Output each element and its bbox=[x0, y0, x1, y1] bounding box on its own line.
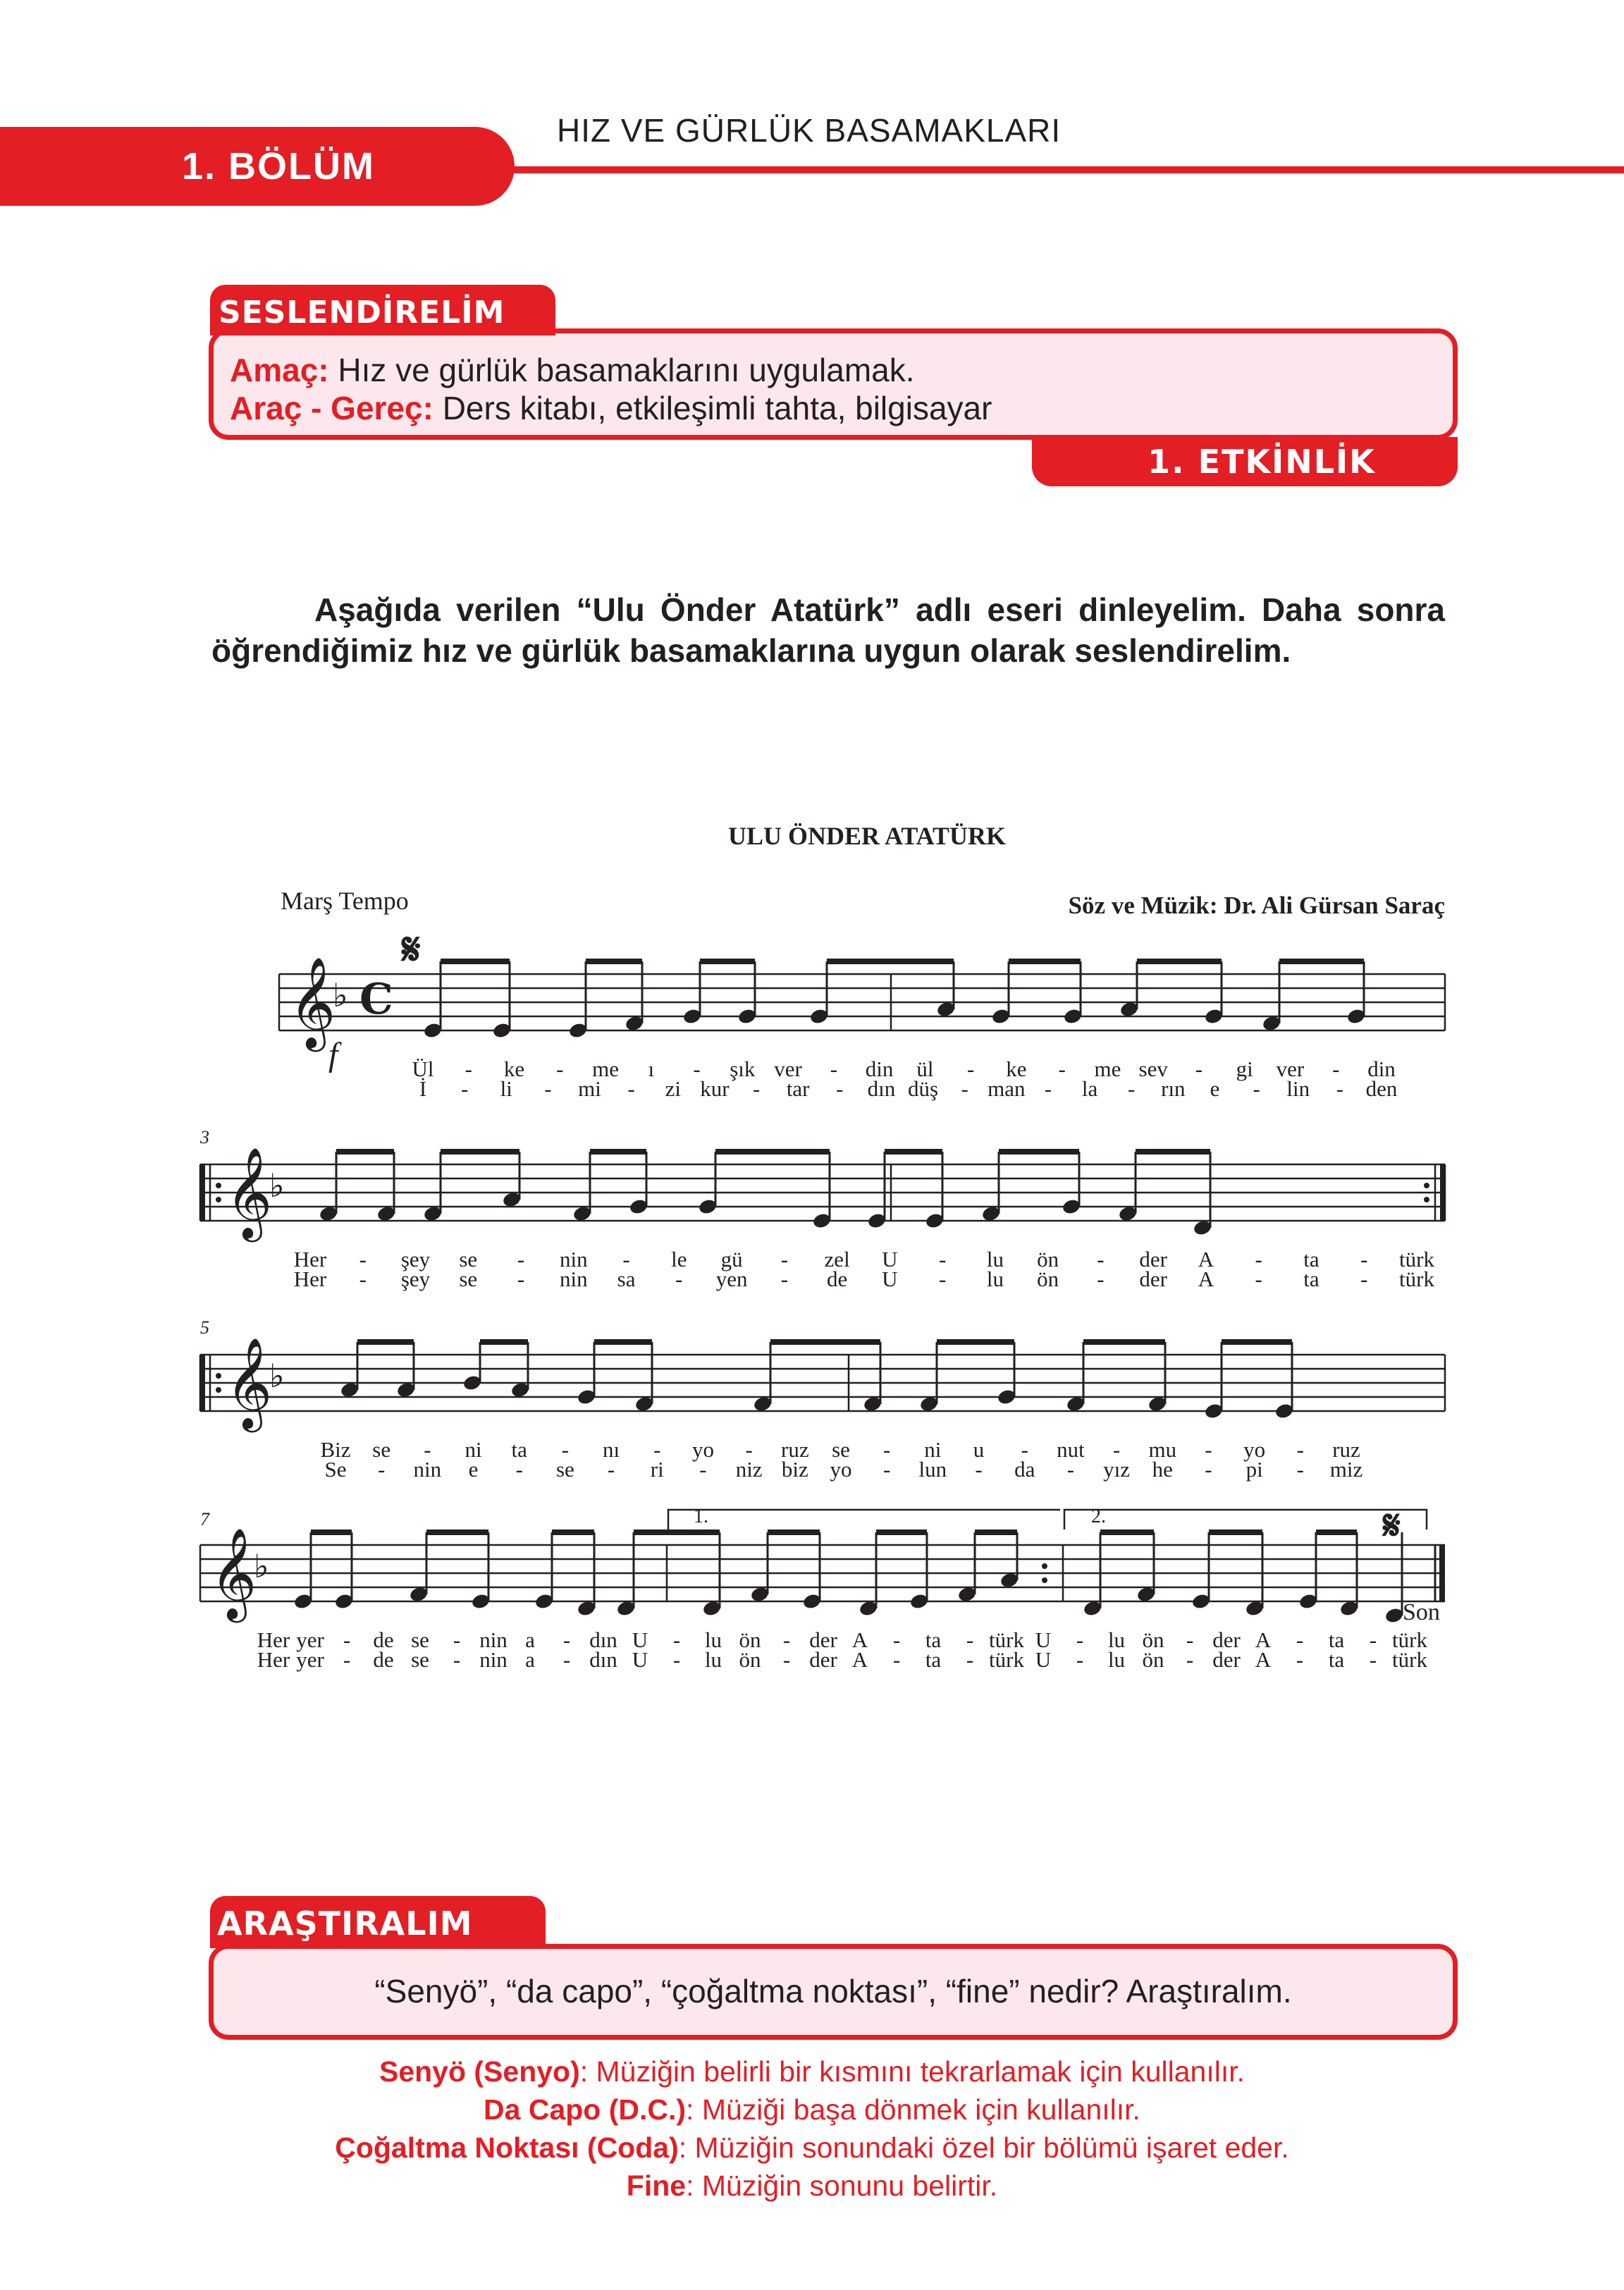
lyric-syllable: - bbox=[745, 1437, 753, 1462]
lyric-syllable: dın bbox=[867, 1076, 896, 1101]
lyric-syllable: ver bbox=[1276, 1057, 1305, 1081]
score-title: ULU ÖNDER ATATÜRK bbox=[727, 822, 1007, 850]
lyric-syllable: U bbox=[1035, 1647, 1052, 1672]
repeat-dot bbox=[216, 1373, 221, 1379]
lyric-syllable: - bbox=[561, 1437, 570, 1462]
lyric-syllable: - bbox=[424, 1437, 431, 1462]
lyric-syllable: - bbox=[830, 1057, 838, 1081]
lyric-syllable: ke bbox=[503, 1057, 525, 1081]
barline-thick bbox=[1439, 1545, 1445, 1601]
lyric-syllable: - bbox=[780, 1247, 789, 1272]
lyric-syllable: - bbox=[1360, 1247, 1368, 1272]
lyric-syllable: pi bbox=[1245, 1457, 1263, 1482]
measure-number-3: 3 bbox=[200, 1127, 209, 1147]
lyric-syllable: Se bbox=[324, 1457, 347, 1482]
lyric-syllable: - bbox=[975, 1457, 983, 1482]
lyric-syllable: - bbox=[453, 1647, 461, 1672]
intro-paragraph: Aşağıda verilen “Ulu Önder Atatürk” adlı eseri dinleyelim. Daha sonra öğrendiğimiz hız ve gürlük basamaklarına uygun olarak seslendirelim. bbox=[211, 591, 1445, 669]
lyric-syllable: - bbox=[465, 1057, 472, 1081]
lyric-syllable: biz bbox=[781, 1457, 808, 1482]
lyric-syllable: - bbox=[1186, 1627, 1194, 1652]
flat-key-signature-icon: ♭ bbox=[254, 1547, 269, 1585]
lyric-syllable: - bbox=[359, 1267, 367, 1291]
lyric-syllable: ön bbox=[1142, 1627, 1164, 1652]
lyric-syllable: - bbox=[883, 1437, 891, 1462]
lyric-syllable: dın bbox=[589, 1647, 617, 1672]
lyric-syllable: mu bbox=[1148, 1437, 1177, 1462]
lyric-syllable: - bbox=[1296, 1647, 1304, 1672]
lyric-syllable: U bbox=[1035, 1627, 1052, 1652]
lyric-syllable: - bbox=[836, 1076, 844, 1101]
lyric-syllable: ta bbox=[925, 1627, 942, 1652]
lyric-syllable: gü bbox=[720, 1247, 743, 1272]
lyric-syllable: türk bbox=[1399, 1267, 1434, 1291]
repeat-dot bbox=[1042, 1577, 1047, 1583]
lyric-syllable: A bbox=[851, 1647, 868, 1672]
lyric-syllable: yer bbox=[296, 1647, 324, 1672]
lyric-syllable: Her bbox=[257, 1627, 290, 1652]
lyric-syllable: - bbox=[622, 1247, 630, 1272]
answer-text: : Müziğin belirli bir kısmını tekrarlamak için kullanılır. bbox=[579, 2055, 1245, 2088]
arastiralim-tab: ARAŞTIRALIM bbox=[210, 1896, 546, 1948]
answer-da-capo bbox=[0, 2093, 1624, 2126]
lyric-syllable: e bbox=[1210, 1076, 1220, 1101]
arac-line bbox=[230, 389, 992, 427]
lyric-syllable: me bbox=[1094, 1057, 1121, 1081]
lyric-syllable: türk bbox=[1399, 1247, 1434, 1272]
segno-start: 𝄋 bbox=[402, 925, 421, 974]
lyric-syllable: se bbox=[411, 1627, 429, 1652]
lyric-syllable: Her bbox=[293, 1247, 327, 1272]
lyric-syllable: - bbox=[1255, 1267, 1262, 1291]
lyric-syllable: la bbox=[1081, 1076, 1098, 1101]
lyric-syllable: dın bbox=[589, 1627, 617, 1652]
lyric-syllable: şey bbox=[400, 1267, 431, 1291]
page-title: HIZ VE GÜRLÜK BASAMAKLARI bbox=[557, 112, 1062, 149]
lyric-syllable: - bbox=[1336, 1076, 1344, 1101]
arac-label: Araç - Gereç: bbox=[230, 390, 433, 426]
lyric-syllable: niz bbox=[735, 1457, 763, 1482]
lyric-syllable: yen bbox=[715, 1267, 748, 1291]
lyric-syllable: - bbox=[544, 1076, 552, 1101]
lyric-syllable: se bbox=[832, 1437, 850, 1462]
lyric-syllable: şık bbox=[730, 1057, 756, 1081]
lyric-syllable: der bbox=[1139, 1267, 1167, 1291]
lyric-syllable: - bbox=[517, 1247, 525, 1272]
answer-term: Senyö (Senyo) bbox=[379, 2055, 580, 2088]
lyric-syllable: zi bbox=[665, 1076, 681, 1101]
volta-2-label: 2. bbox=[1091, 1506, 1106, 1527]
lyric-syllable: - bbox=[517, 1267, 525, 1291]
sheet-music bbox=[0, 775, 1624, 1692]
lyric-syllable: - bbox=[1058, 1057, 1066, 1081]
lyric-syllable: der bbox=[1212, 1627, 1241, 1652]
lyric-syllable: da bbox=[1014, 1457, 1035, 1482]
lyric-syllable: - bbox=[1205, 1457, 1212, 1482]
lyric-syllable: - bbox=[1186, 1647, 1194, 1672]
lyric-syllable: he bbox=[1152, 1457, 1173, 1482]
lyric-syllable: lun bbox=[918, 1457, 947, 1482]
lyric-syllable: - bbox=[1076, 1647, 1084, 1672]
flat-key-signature-icon: ♭ bbox=[269, 1166, 285, 1205]
lyric-syllable: din bbox=[865, 1057, 894, 1081]
lyric-syllable: U bbox=[632, 1627, 648, 1652]
repeat-dot bbox=[1424, 1183, 1429, 1188]
common-time-icon: C bbox=[359, 975, 393, 1024]
lyric-syllable: U bbox=[882, 1247, 898, 1272]
lyric-syllable: - bbox=[1369, 1647, 1377, 1672]
treble-clef-icon: 𝄞 bbox=[289, 956, 336, 1048]
treble-clef-icon: 𝄞 bbox=[210, 1527, 257, 1619]
repeat-start-thick bbox=[200, 1355, 205, 1411]
segno-end: 𝄋 bbox=[1383, 1503, 1401, 1549]
lyric-syllable: nin bbox=[559, 1267, 588, 1291]
lyric-syllable: ni bbox=[924, 1437, 942, 1462]
lyric-syllable: ta bbox=[1328, 1647, 1345, 1672]
lyric-syllable: man bbox=[988, 1076, 1026, 1101]
lyric-syllable: nin bbox=[413, 1457, 442, 1482]
lyric-syllable: Ül bbox=[412, 1057, 434, 1081]
lyric-syllable: - bbox=[672, 1627, 681, 1652]
lyric-syllable: Her bbox=[257, 1647, 290, 1672]
lyric-syllable: tar bbox=[786, 1076, 810, 1101]
lyric-syllable: şey bbox=[400, 1247, 431, 1272]
lyric-syllable: se bbox=[459, 1267, 478, 1291]
answer-term: Da Capo (D.C.) bbox=[484, 2093, 687, 2126]
lyric-syllable: se bbox=[411, 1647, 429, 1672]
lyric-syllable: der bbox=[1139, 1247, 1167, 1272]
arac-text: Ders kitabı, etkileşimli tahta, bilgisayar bbox=[433, 390, 992, 426]
answer-text: : Müziğin sonunu belirtir. bbox=[686, 2169, 998, 2202]
repeat-dot bbox=[1424, 1197, 1429, 1202]
lyric-syllable: türk bbox=[989, 1627, 1024, 1652]
lyric-syllable: den bbox=[1365, 1076, 1398, 1101]
lyric-syllable: - bbox=[752, 1076, 761, 1101]
lyric-syllable: ön bbox=[739, 1627, 761, 1652]
section-label: 1. BÖLÜM bbox=[182, 145, 376, 187]
lyric-syllable: rın bbox=[1161, 1076, 1186, 1101]
lyric-syllable: e bbox=[468, 1457, 479, 1482]
lyric-syllable: - bbox=[675, 1267, 683, 1291]
lyric-syllable: nı bbox=[603, 1437, 620, 1462]
lyric-syllable: der bbox=[1212, 1647, 1241, 1672]
answer-term: Fine bbox=[626, 2169, 687, 2202]
repeat-dot bbox=[216, 1197, 221, 1202]
volta-2-bracket bbox=[1064, 1510, 1427, 1529]
lyric-syllable: zel bbox=[824, 1247, 850, 1272]
lyric-syllable: - bbox=[883, 1457, 891, 1482]
lyric-syllable: de bbox=[373, 1647, 394, 1672]
lyric-syllable: a bbox=[525, 1647, 535, 1672]
lyric-syllable: ül bbox=[916, 1057, 934, 1081]
lyric-syllable: lu bbox=[986, 1247, 1004, 1272]
lyric-syllable: - bbox=[515, 1457, 523, 1482]
lyric-syllable: - bbox=[1066, 1457, 1075, 1482]
lyric-syllable: ni bbox=[465, 1437, 482, 1462]
lyric-syllable: ruz bbox=[1332, 1437, 1360, 1462]
lyric-syllable: miz bbox=[1329, 1457, 1363, 1482]
lyric-syllable: - bbox=[1044, 1076, 1052, 1101]
lyric-syllable: - bbox=[1253, 1076, 1260, 1101]
repeat-start-thick bbox=[200, 1164, 205, 1221]
measure-number-5: 5 bbox=[200, 1317, 209, 1338]
lyric-syllable: - bbox=[780, 1267, 789, 1291]
lyric-syllable: - bbox=[627, 1076, 635, 1101]
lyric-syllable: - bbox=[1296, 1437, 1304, 1462]
dynamic-forte: f bbox=[328, 1036, 338, 1073]
lyric-syllable: - bbox=[966, 1057, 975, 1081]
seslendirelim-tab: SESLENDİRELİM bbox=[210, 285, 555, 336]
lyric-syllable: lu bbox=[1107, 1627, 1126, 1652]
lyric-syllable: U bbox=[882, 1267, 898, 1291]
lyric-syllable: ruz bbox=[781, 1437, 809, 1462]
answer-term: Çoğaltma Noktası (Coda) bbox=[335, 2131, 679, 2164]
lyric-syllable: - bbox=[782, 1627, 791, 1652]
tempo-marking: Marş Tempo bbox=[281, 887, 409, 915]
repeat-dot bbox=[1042, 1563, 1047, 1569]
lyric-syllable: - bbox=[1128, 1076, 1136, 1101]
lyric-syllable: yo bbox=[830, 1457, 852, 1482]
repeat-dot bbox=[216, 1183, 221, 1188]
lyric-syllable: ke bbox=[1006, 1057, 1027, 1081]
repeat-dot bbox=[216, 1387, 221, 1393]
lyric-syllable: li bbox=[500, 1076, 512, 1101]
lyric-syllable: se bbox=[459, 1247, 478, 1272]
lyric-syllable: A bbox=[851, 1627, 868, 1652]
lyric-syllable: mi bbox=[578, 1076, 601, 1101]
lyric-syllable: Her bbox=[293, 1267, 327, 1291]
lyric-syllable: - bbox=[562, 1647, 571, 1672]
lyric-syllable: lu bbox=[704, 1627, 722, 1652]
lyric-syllable: le bbox=[671, 1247, 687, 1272]
lyric-syllable: türk bbox=[989, 1647, 1024, 1672]
lyric-syllable: ön bbox=[1142, 1647, 1164, 1672]
lyric-syllable: - bbox=[938, 1267, 947, 1291]
lyric-syllable: - bbox=[453, 1627, 461, 1652]
answer-text: : Müziğin sonundaki özel bir bölümü işaret eder. bbox=[678, 2131, 1289, 2164]
amac-label: Amaç: bbox=[230, 352, 329, 388]
lyric-syllable: - bbox=[1296, 1627, 1304, 1652]
answer-fine bbox=[0, 2169, 1624, 2203]
lyric-syllable: - bbox=[1369, 1627, 1377, 1652]
amac-line bbox=[230, 351, 915, 389]
lyric-syllable: - bbox=[699, 1457, 707, 1482]
lyric-syllable: - bbox=[1076, 1627, 1084, 1652]
lyric-syllable: U bbox=[632, 1647, 648, 1672]
lyric-syllable: ta bbox=[925, 1647, 942, 1672]
lyric-syllable: der bbox=[809, 1647, 837, 1672]
lyric-syllable: - bbox=[961, 1076, 968, 1101]
son-label: Son bbox=[1403, 1599, 1440, 1625]
lyric-syllable: A bbox=[1255, 1647, 1272, 1672]
lyric-syllable: - bbox=[892, 1627, 901, 1652]
answer-senyo bbox=[0, 2055, 1624, 2088]
arastiralim-question: “Senyö”, “da capo”, “çoğaltma noktası”, “fine” nedir? Araştıralım. bbox=[374, 1973, 1292, 2009]
lyric-syllable: nin bbox=[479, 1647, 508, 1672]
lyric-syllable: - bbox=[966, 1647, 974, 1672]
lyric-syllable: sev bbox=[1138, 1057, 1168, 1081]
lyric-syllable: - bbox=[1195, 1057, 1203, 1081]
lyric-syllable: - bbox=[693, 1057, 701, 1081]
lyric-syllable: türk bbox=[1392, 1647, 1427, 1672]
lyric-syllable: düş bbox=[908, 1076, 939, 1101]
lyric-syllable: - bbox=[1205, 1437, 1212, 1462]
lyric-syllable: me bbox=[592, 1057, 619, 1081]
lyric-syllable: der bbox=[809, 1627, 837, 1652]
lyric-syllable: nin bbox=[479, 1627, 508, 1652]
volta-1-label: 1. bbox=[694, 1506, 708, 1527]
composer-credit: Söz ve Müzik: Dr. Ali Gürsan Saraç bbox=[1068, 892, 1445, 919]
lyric-syllable: - bbox=[1296, 1457, 1304, 1482]
lyric-syllable: - bbox=[607, 1457, 615, 1482]
lyric-syllable: - bbox=[1255, 1247, 1262, 1272]
measure-number-7: 7 bbox=[200, 1509, 209, 1529]
lyric-syllable: - bbox=[378, 1457, 386, 1482]
etkinlik-tab: 1. ETKİNLİK bbox=[1032, 437, 1458, 486]
lyric-syllable: yo bbox=[1243, 1437, 1266, 1462]
lyric-syllable: yız bbox=[1103, 1457, 1131, 1482]
lyric-syllable: gi bbox=[1236, 1057, 1253, 1081]
lyric-syllable: lu bbox=[704, 1647, 722, 1672]
header-rule bbox=[508, 166, 1624, 173]
lyric-syllable: nut bbox=[1057, 1437, 1085, 1462]
lyric-syllable: - bbox=[1097, 1247, 1105, 1272]
lyric-syllable: se bbox=[555, 1457, 574, 1482]
lyric-syllable: ön bbox=[739, 1647, 761, 1672]
lyrics-group bbox=[257, 1057, 1435, 1672]
lyric-syllable: - bbox=[653, 1437, 661, 1462]
repeat-end-thick bbox=[1440, 1164, 1445, 1221]
lyric-syllable: ön bbox=[1037, 1267, 1059, 1291]
treble-clef-icon: 𝄞 bbox=[226, 1337, 273, 1429]
lyric-syllable: - bbox=[938, 1247, 947, 1272]
lyric-syllable: ri bbox=[650, 1457, 664, 1482]
lyric-syllable: - bbox=[1112, 1437, 1121, 1462]
lyric-syllable: - bbox=[1360, 1267, 1368, 1291]
lyric-syllable: din bbox=[1367, 1057, 1396, 1081]
lyric-syllable: A bbox=[1198, 1267, 1214, 1291]
lyric-syllable: - bbox=[966, 1627, 974, 1652]
lyric-syllable: u bbox=[973, 1437, 985, 1462]
volta-1-bracket bbox=[668, 1510, 1060, 1529]
lyric-syllable: - bbox=[460, 1076, 469, 1101]
lyric-syllable: yo bbox=[691, 1437, 714, 1462]
lyric-syllable: lu bbox=[1107, 1647, 1126, 1672]
lyric-syllable: lu bbox=[986, 1267, 1004, 1291]
lyric-syllable: İ bbox=[419, 1076, 427, 1101]
lyric-syllable: de bbox=[826, 1267, 848, 1291]
lyric-syllable: ver bbox=[774, 1057, 802, 1081]
lyric-syllable: a bbox=[525, 1627, 535, 1652]
lyric-syllable: se bbox=[372, 1437, 391, 1462]
lyric-syllable: ön bbox=[1037, 1247, 1059, 1272]
lyric-syllable: - bbox=[672, 1647, 681, 1672]
lyric-syllable: ta bbox=[1303, 1267, 1320, 1291]
answer-coda bbox=[0, 2131, 1624, 2165]
amac-text: Hız ve gürlük basamaklarını uygulamak. bbox=[328, 352, 915, 388]
lyric-syllable: yer bbox=[296, 1627, 324, 1652]
lyric-syllable: A bbox=[1255, 1627, 1272, 1652]
lyric-syllable: A bbox=[1198, 1247, 1214, 1272]
lyric-syllable: kur bbox=[700, 1076, 730, 1101]
lyric-syllable: sa bbox=[617, 1267, 636, 1291]
lyric-syllable: - bbox=[343, 1627, 351, 1652]
lyric-syllable: ta bbox=[511, 1437, 527, 1462]
treble-clef-icon: 𝄞 bbox=[226, 1147, 273, 1238]
lyric-syllable: ta bbox=[1303, 1247, 1320, 1272]
lyric-syllable: - bbox=[1097, 1267, 1105, 1291]
lyric-syllable: - bbox=[562, 1627, 571, 1652]
lyric-syllable: Biz bbox=[320, 1437, 351, 1462]
lyric-syllable: de bbox=[373, 1627, 394, 1652]
lyric-syllable: nin bbox=[559, 1247, 588, 1272]
lyric-syllable: - bbox=[359, 1247, 367, 1272]
lyric-syllable: - bbox=[1332, 1057, 1340, 1081]
flat-key-signature-icon: ♭ bbox=[333, 976, 348, 1014]
lyric-syllable: - bbox=[343, 1647, 351, 1672]
lyric-syllable: ta bbox=[1328, 1627, 1345, 1652]
lyric-syllable: - bbox=[782, 1647, 791, 1672]
lyric-syllable: - bbox=[556, 1057, 564, 1081]
answer-text: : Müziği başa dönmek için kullanılır. bbox=[686, 2093, 1140, 2126]
lyric-syllable: lin bbox=[1286, 1076, 1310, 1101]
lyric-syllable: türk bbox=[1392, 1627, 1427, 1652]
lyric-syllable: ı bbox=[648, 1057, 655, 1081]
lyric-syllable: - bbox=[892, 1647, 901, 1672]
flat-key-signature-icon: ♭ bbox=[269, 1357, 285, 1395]
lyric-syllable: - bbox=[1021, 1437, 1028, 1462]
